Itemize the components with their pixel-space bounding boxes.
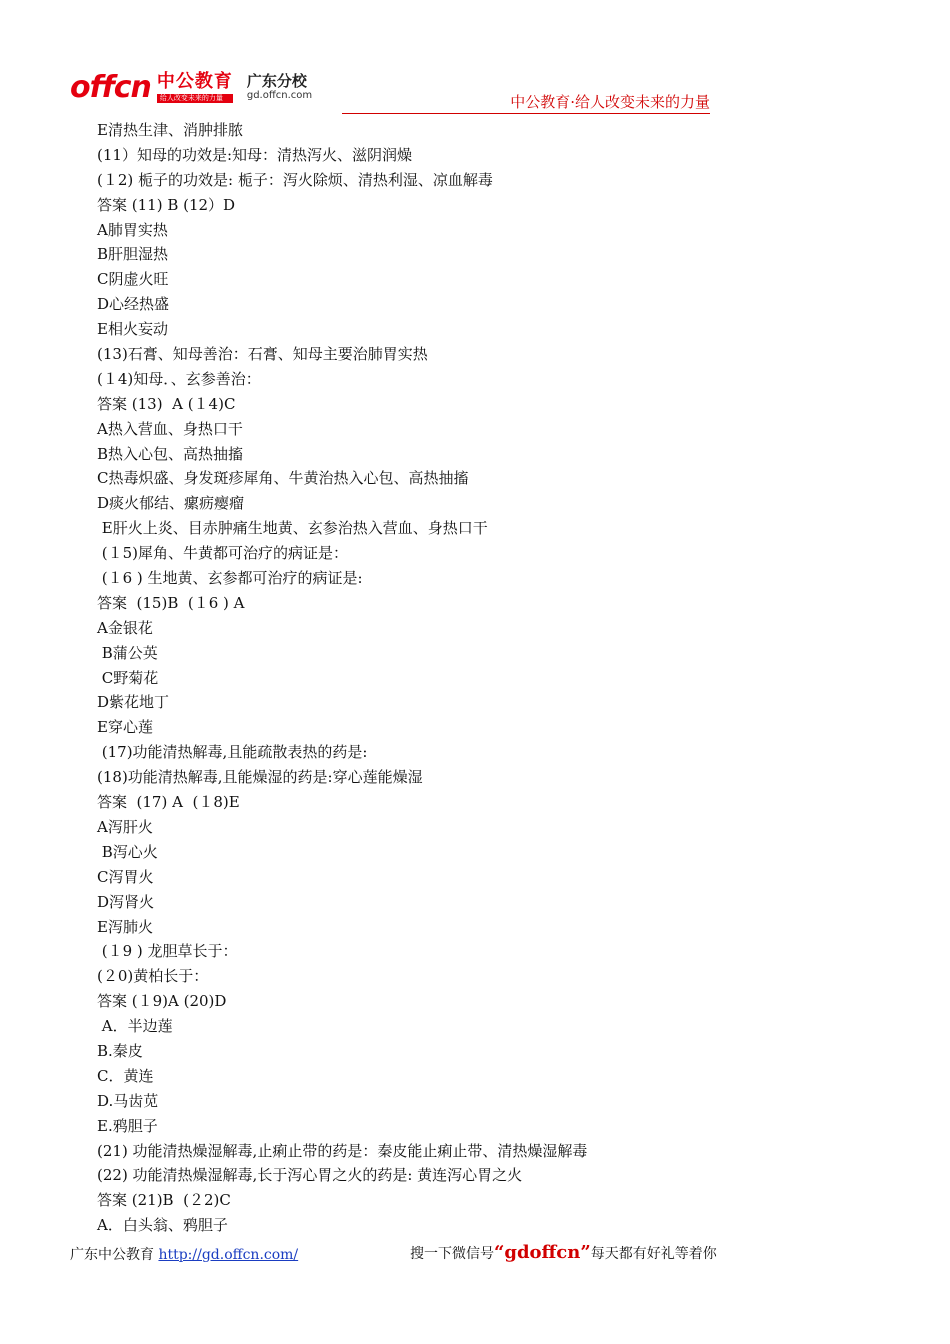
text-line: B肝胆湿热 <box>97 245 169 264</box>
offcn-logo <box>70 72 312 104</box>
text-line: (１5)犀角、牛黄都可治疗的病证是： <box>97 544 349 563</box>
text-line: B蒲公英 <box>97 643 158 662</box>
text-line: 答案 (21)B (２2)C <box>97 1191 231 1210</box>
text-line: E肝火上炎、目赤肿痛生地黄、玄参治热入营血、身热口干 <box>97 519 488 538</box>
text-line: (17)功能清热解毒,且能疏散表热的药是: <box>97 743 368 762</box>
text-line: (21) 功能清热燥湿解毒,止痢止带的药是：秦皮能止痢止带、清热燥湿解毒 <box>97 1141 588 1160</box>
text-line: (１9 ) 龙胆草长于： <box>97 942 238 961</box>
text-line: A肺胃实热 <box>97 220 168 239</box>
text-line: (１6 ) 生地黄、玄参都可治疗的病证是: <box>97 569 363 588</box>
text-line: 答案 (17) A (１8)E <box>97 793 240 812</box>
text-line: D心经热盛 <box>97 295 170 314</box>
text-line: E清热生津、消肿排脓 <box>97 121 243 139</box>
text-line: B热入心包、高热抽搐 <box>97 444 244 463</box>
text-line: E.鸦胆子 <box>97 1116 158 1135</box>
text-line: C热毒炽盛、身发斑疹犀角、牛黄治热入心包、高热抽搐 <box>97 469 469 488</box>
logo-branch-block <box>247 72 312 102</box>
text-line: (13)石膏、知母善治：石膏、知母主要治肺胃实热 <box>97 345 428 364</box>
logo-slogan: 给人改变未来的力量 <box>157 94 233 103</box>
document-body <box>97 118 897 1238</box>
logo-domain: gd.offcn.com <box>246 90 313 101</box>
text-line: D痰火郁结、瘰疬瘿瘤 <box>97 494 245 513</box>
text-line: A．半边莲 <box>97 1017 173 1036</box>
footer-left <box>70 1244 298 1264</box>
footer-wechat-id: gdoffcn <box>504 1242 581 1263</box>
text-line: C．黄连 <box>97 1066 154 1085</box>
text-line: B.秦皮 <box>97 1041 143 1060</box>
text-line: B泻心火 <box>97 842 158 861</box>
text-line: (２0)黄柏长于： <box>97 967 209 986</box>
logo-cn-block <box>157 72 233 103</box>
footer-org-name: 广东中公教育 <box>70 1247 159 1263</box>
footer-wechat-promo <box>410 1242 717 1263</box>
text-line: E穿心莲 <box>97 718 153 737</box>
text-line: 答案 (13) A (１4)C <box>97 394 236 413</box>
text-line: C泻胃火 <box>97 867 154 886</box>
footer-wechat-prefix: 搜一下微信号 <box>410 1246 494 1262</box>
page-header <box>0 0 950 120</box>
text-line: C野菊花 <box>97 668 159 687</box>
text-line: D紫花地丁 <box>97 693 170 712</box>
text-line: (１2) 栀子的功效是: 栀子：泻火除烦、清热利湿、凉血解毒 <box>97 170 493 189</box>
logo-cn-text: 中公教育 <box>156 71 233 92</box>
header-tagline: 中公教育·给人改变未来的力量 <box>342 92 710 114</box>
text-line: D.马齿苋 <box>97 1091 159 1110</box>
text-line: A热入营血、身热口干 <box>97 419 243 438</box>
text-line: (１4)知母．、玄参善治： <box>97 369 261 388</box>
footer-wechat-suffix: 每天都有好礼等着你 <box>590 1246 717 1262</box>
text-line: C阴虚火旺 <box>97 270 169 289</box>
text-line: 答案 (１9)A (20)D <box>97 992 227 1011</box>
text-line: D泻肾火 <box>97 892 155 911</box>
text-line: 答案 (15)B (１6 ) A <box>97 593 245 612</box>
logo-wordmark: offcn <box>70 70 151 105</box>
text-line: A．白头翁、鸦胆子 <box>97 1216 228 1235</box>
text-line: 答案 (11) B (12）D <box>97 195 236 214</box>
text-line: (18)功能清热解毒,且能燥湿的药是:穿心莲能燥湿 <box>97 768 423 787</box>
text-line: A泻肝火 <box>97 817 153 836</box>
logo-branch: 广东分校 <box>246 72 307 90</box>
footer-website-link[interactable]: http://gd.offcn.com/ <box>158 1247 299 1263</box>
text-line: E泻肺火 <box>97 917 153 936</box>
text-line: (22) 功能清热燥湿解毒,长于泻心胃之火的药是: 黄连泻心胃之火 <box>97 1166 523 1185</box>
text-line: E相火妄动 <box>97 320 168 339</box>
footer-open-quote: “ <box>494 1242 505 1263</box>
page-footer <box>0 1244 950 1268</box>
text-line: A金银花 <box>97 618 153 637</box>
text-line: (11）知母的功效是:知母：清热泻火、滋阴润燥 <box>97 145 412 164</box>
footer-close-quote: ” <box>580 1242 591 1263</box>
